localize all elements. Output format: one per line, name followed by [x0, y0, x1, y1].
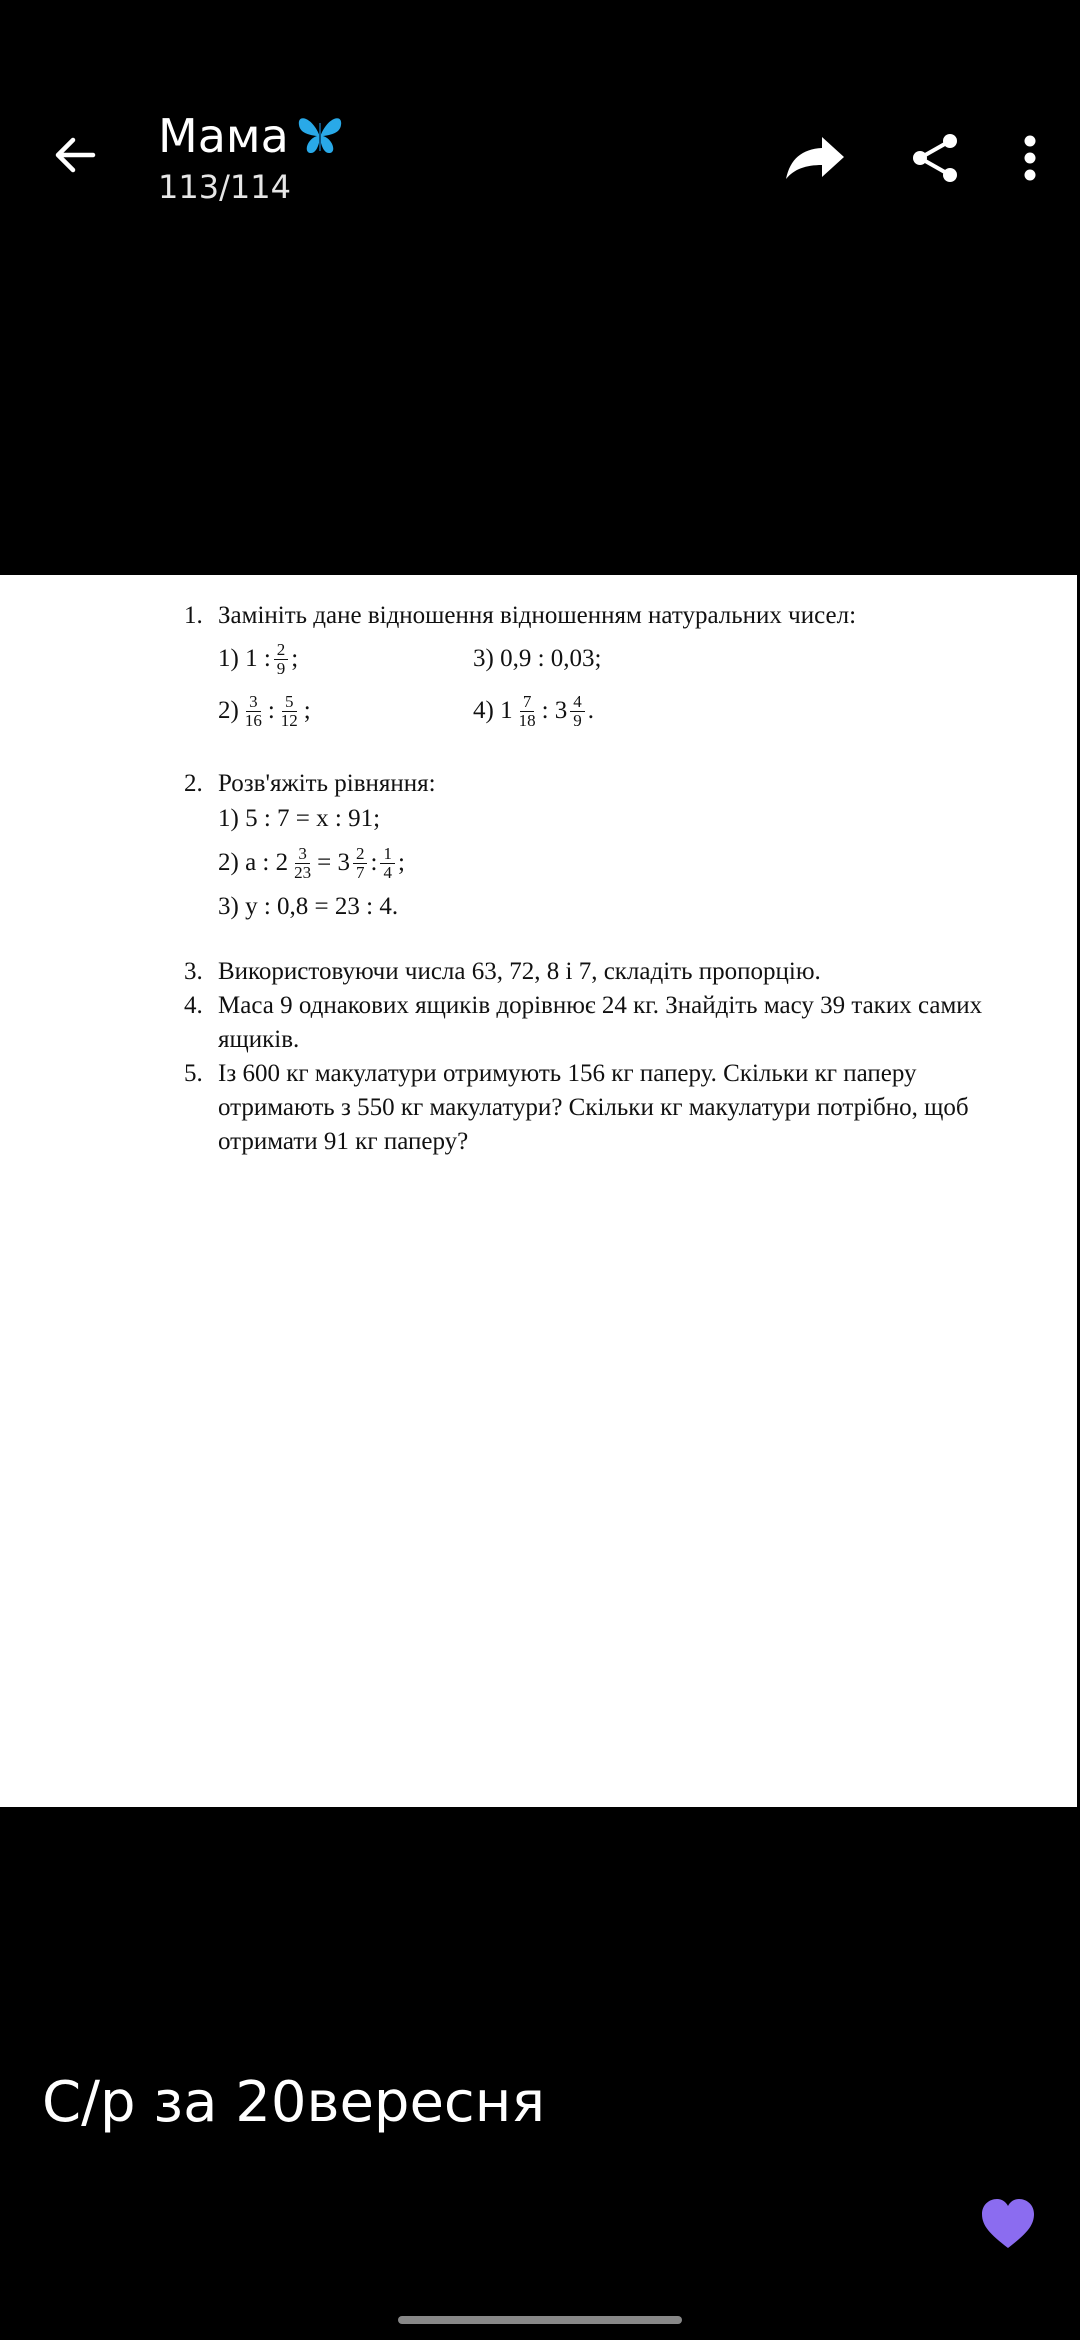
- item-text: :: [370, 849, 378, 876]
- media-counter: 113/114: [158, 168, 291, 206]
- question-5: [184, 1057, 1014, 1159]
- photo-document[interactable]: [0, 575, 1077, 1807]
- item-label: 1): [218, 645, 239, 672]
- item-text: 1 :: [245, 645, 271, 672]
- item-text: : 3: [541, 697, 568, 724]
- item-1-3: [473, 642, 728, 676]
- question-1-items: [218, 633, 1014, 737]
- question-text: Із 600 кг макулатури отримують 156 кг паперу. Скільки кг паперу отримають з 550 кг макулатури? Скільки кг макулатури потрібно, щоб отримати 91 кг паперу?: [218, 1060, 969, 1155]
- photo-caption: С/р за 20вересня: [42, 2070, 546, 2135]
- question-number: 3.: [184, 958, 203, 985]
- question-text: Розв'яжіть рівняння:: [218, 770, 436, 797]
- item-text: 1) 5 : 7 = x : 91;: [218, 805, 381, 832]
- denominator: 23: [294, 862, 312, 882]
- item-text: 3) 0,9 : 0,03;: [473, 645, 602, 672]
- question-number: 5.: [184, 1060, 203, 1087]
- numerator: 4: [570, 693, 585, 712]
- more-options-button[interactable]: [1010, 118, 1050, 198]
- forward-arrow-icon: [782, 133, 848, 183]
- question-1: [184, 599, 1014, 633]
- item-label: 4): [473, 697, 494, 724]
- denominator: 18: [518, 710, 536, 730]
- forward-button[interactable]: [770, 118, 860, 198]
- item-1-2: [218, 693, 473, 730]
- chat-info[interactable]: [158, 108, 347, 206]
- question-text: Замініть дане відношення відношенням натуральних чисел:: [218, 602, 857, 629]
- arrow-left-icon: [51, 131, 99, 179]
- fraction: [274, 641, 289, 678]
- numerator: 2: [353, 845, 368, 864]
- question-number: 4.: [184, 992, 203, 1019]
- numerator: 2: [274, 641, 289, 660]
- equation-3: [218, 889, 1014, 925]
- item-text: 1: [500, 697, 513, 724]
- denominator: 9: [573, 710, 582, 730]
- numerator: 7: [520, 693, 535, 712]
- heart-icon: [980, 2198, 1036, 2250]
- item-text: 2) a : 2: [218, 849, 289, 876]
- top-app-bar: [0, 0, 1080, 300]
- item-text: ;: [397, 849, 405, 876]
- denominator: 12: [280, 710, 298, 730]
- question-2-items: [218, 801, 1014, 925]
- item-1-4: [473, 693, 728, 730]
- fraction: [380, 845, 395, 882]
- react-button[interactable]: [980, 2198, 1036, 2250]
- denominator: 4: [383, 862, 392, 882]
- question-number: 2.: [184, 770, 203, 797]
- item-text: ;: [303, 697, 311, 724]
- equation-2: [218, 837, 1014, 889]
- fraction: [516, 693, 539, 730]
- share-button[interactable]: [890, 118, 980, 198]
- question-2: [184, 767, 1014, 801]
- denominator: 7: [355, 862, 365, 882]
- numerator: 5: [282, 693, 297, 712]
- question-text: Маса 9 однакових ящиків дорівнює 24 кг. Знайдіть масу 39 таких самих ящиків.: [218, 992, 983, 1053]
- item-text: = 3: [317, 849, 350, 876]
- question-number: 1.: [184, 602, 203, 629]
- denominator: 16: [244, 710, 262, 730]
- numerator: 1: [380, 845, 395, 864]
- share-icon: [908, 131, 962, 185]
- question-text: Використовуючи числа 63, 72, 8 і 7, складіть пропорцію.: [218, 958, 821, 985]
- worksheet: [184, 599, 1014, 1159]
- item-text: 3) y : 0,8 = 23 : 4.: [218, 893, 399, 920]
- equation-1: [218, 801, 1014, 837]
- back-button[interactable]: [40, 120, 110, 190]
- numerator: 3: [295, 845, 310, 864]
- home-indicator[interactable]: [398, 2316, 682, 2324]
- item-text: ;: [291, 645, 299, 672]
- fraction: [242, 693, 265, 730]
- question-4: [184, 989, 1014, 1057]
- toolbar-actions: [740, 118, 1050, 198]
- denominator: 9: [276, 658, 286, 678]
- contact-name: [158, 108, 347, 164]
- fraction: [291, 845, 314, 882]
- butterfly-icon: [293, 109, 347, 163]
- fraction: [570, 693, 585, 730]
- contact-name-text: Мама: [158, 109, 289, 163]
- fraction: [278, 693, 301, 730]
- fraction: [353, 845, 368, 882]
- item-text: .: [587, 697, 595, 724]
- item-label: 2): [218, 697, 239, 724]
- question-3: [184, 955, 1014, 989]
- more-vertical-icon: [1022, 133, 1038, 183]
- item-text: :: [267, 697, 275, 724]
- item-1-1: [218, 641, 473, 678]
- numerator: 3: [246, 693, 261, 712]
